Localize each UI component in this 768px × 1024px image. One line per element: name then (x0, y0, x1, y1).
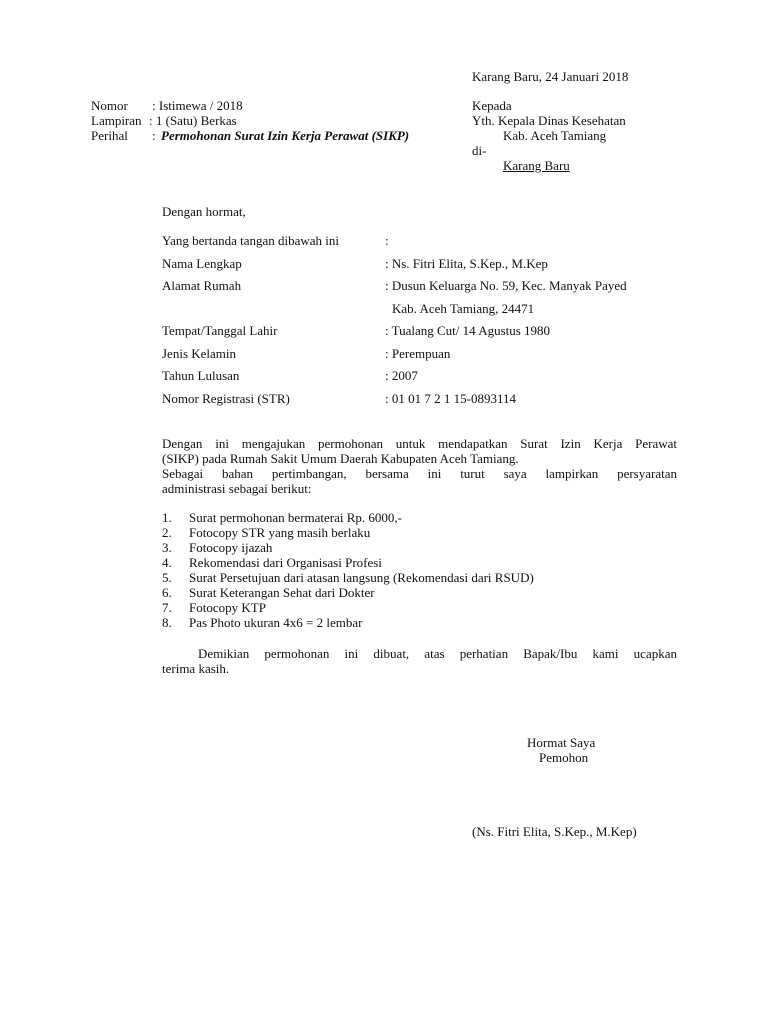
signature-role: Pemohon (539, 750, 589, 765)
body-line: (SIKP) pada Rumah Sakit Umum Daerah Kabupaten Aceh Tamiang. (162, 451, 519, 466)
list-number: 5. (162, 570, 172, 585)
nomor-value: : Istimewa / 2018 (152, 98, 243, 113)
list-item (162, 585, 375, 600)
list-number: 8. (162, 615, 172, 630)
signature-hormat: Hormat Saya (527, 735, 596, 750)
list-item (162, 540, 272, 555)
list-item (162, 600, 266, 615)
field-label: Alamat Rumah (162, 278, 242, 293)
body-line: administrasi sebagai berikut: (162, 481, 312, 496)
field-value: : Tualang Cut/ 14 Agustus 1980 (385, 323, 551, 338)
field-label: Tahun Lulusan (162, 368, 240, 383)
perihal-value: Permohonan Surat Izin Kerja Perawat (SIKP) (161, 128, 410, 143)
field-value: : Perempuan (385, 346, 451, 361)
lampiran-value: : 1 (Satu) Berkas (149, 113, 237, 128)
field-label: Nama Lengkap (162, 256, 242, 271)
closing-line: terima kasih. (162, 661, 230, 676)
field-label: Tempat/Tanggal Lahir (162, 323, 278, 338)
list-text: Fotocopy ijazah (189, 540, 273, 555)
list-number: 7. (162, 600, 172, 615)
list-item (162, 510, 402, 525)
greeting: Dengan hormat, (162, 204, 246, 219)
perihal-colon: : (152, 128, 156, 143)
field-value: : 01 01 7 2 1 15-0893114 (385, 391, 516, 406)
list-text: Rekomendasi dari Organisasi Profesi (189, 555, 382, 570)
recipient-di: di- (472, 143, 487, 158)
list-text: Surat Keterangan Sehat dari Dokter (189, 585, 375, 600)
nomor-label: Nomor (91, 98, 128, 113)
intro-value: : (385, 233, 389, 248)
recipient-place: Karang Baru (503, 158, 570, 173)
list-text: Pas Photo ukuran 4x6 = 2 lembar (189, 615, 363, 630)
field-value: : Ns. Fitri Elita, S.Kep., M.Kep (385, 256, 548, 271)
list-item (162, 555, 382, 570)
field-value-continuation: Kab. Aceh Tamiang, 24471 (392, 301, 535, 316)
closing-paragraph (162, 646, 677, 676)
list-text: Fotocopy KTP (189, 600, 266, 615)
letter-date: Karang Baru, 24 Januari 2018 (472, 69, 629, 84)
field-value: : 2007 (385, 368, 418, 383)
signature-name: (Ns. Fitri Elita, S.Kep., M.Kep) (472, 824, 637, 839)
list-item (162, 525, 370, 540)
list-text: Surat permohonan bermaterai Rp. 6000,- (189, 510, 402, 525)
lampiran-label: Lampiran (91, 113, 142, 128)
field-label: Nomor Registrasi (STR) (162, 391, 290, 406)
list-number: 6. (162, 585, 172, 600)
closing-line: Demikian permohonan ini dibuat, atas perhatian Bapak/Ibu kami ucapkan (198, 646, 677, 661)
list-number: 1. (162, 510, 172, 525)
perihal-label: Perihal (91, 128, 128, 143)
list-text: Fotocopy STR yang masih berlaku (189, 525, 371, 540)
recipient-kepada: Kepada (472, 98, 512, 113)
list-text: Surat Persetujuan dari atasan langsung (Rekomendasi dari RSUD) (189, 570, 534, 585)
list-item (162, 615, 362, 630)
field-label: Jenis Kelamin (162, 346, 237, 361)
list-number: 2. (162, 525, 172, 540)
list-number: 3. (162, 540, 172, 555)
list-number: 4. (162, 555, 172, 570)
recipient-line2: Kab. Aceh Tamiang (503, 128, 607, 143)
intro-label: Yang bertanda tangan dibawah ini (162, 233, 340, 248)
list-item (162, 570, 534, 585)
body-paragraph (162, 436, 677, 496)
recipient-line1: Yth. Kepala Dinas Kesehatan (472, 113, 626, 128)
field-value: : Dusun Keluarga No. 59, Kec. Manyak Payed (385, 278, 627, 293)
body-line: Sebagai bahan pertimbangan, bersama ini turut saya lampirkan persyaratan (162, 466, 677, 481)
body-line: Dengan ini mengajukan permohonan untuk mendapatkan Surat Izin Kerja Perawat (162, 436, 677, 451)
